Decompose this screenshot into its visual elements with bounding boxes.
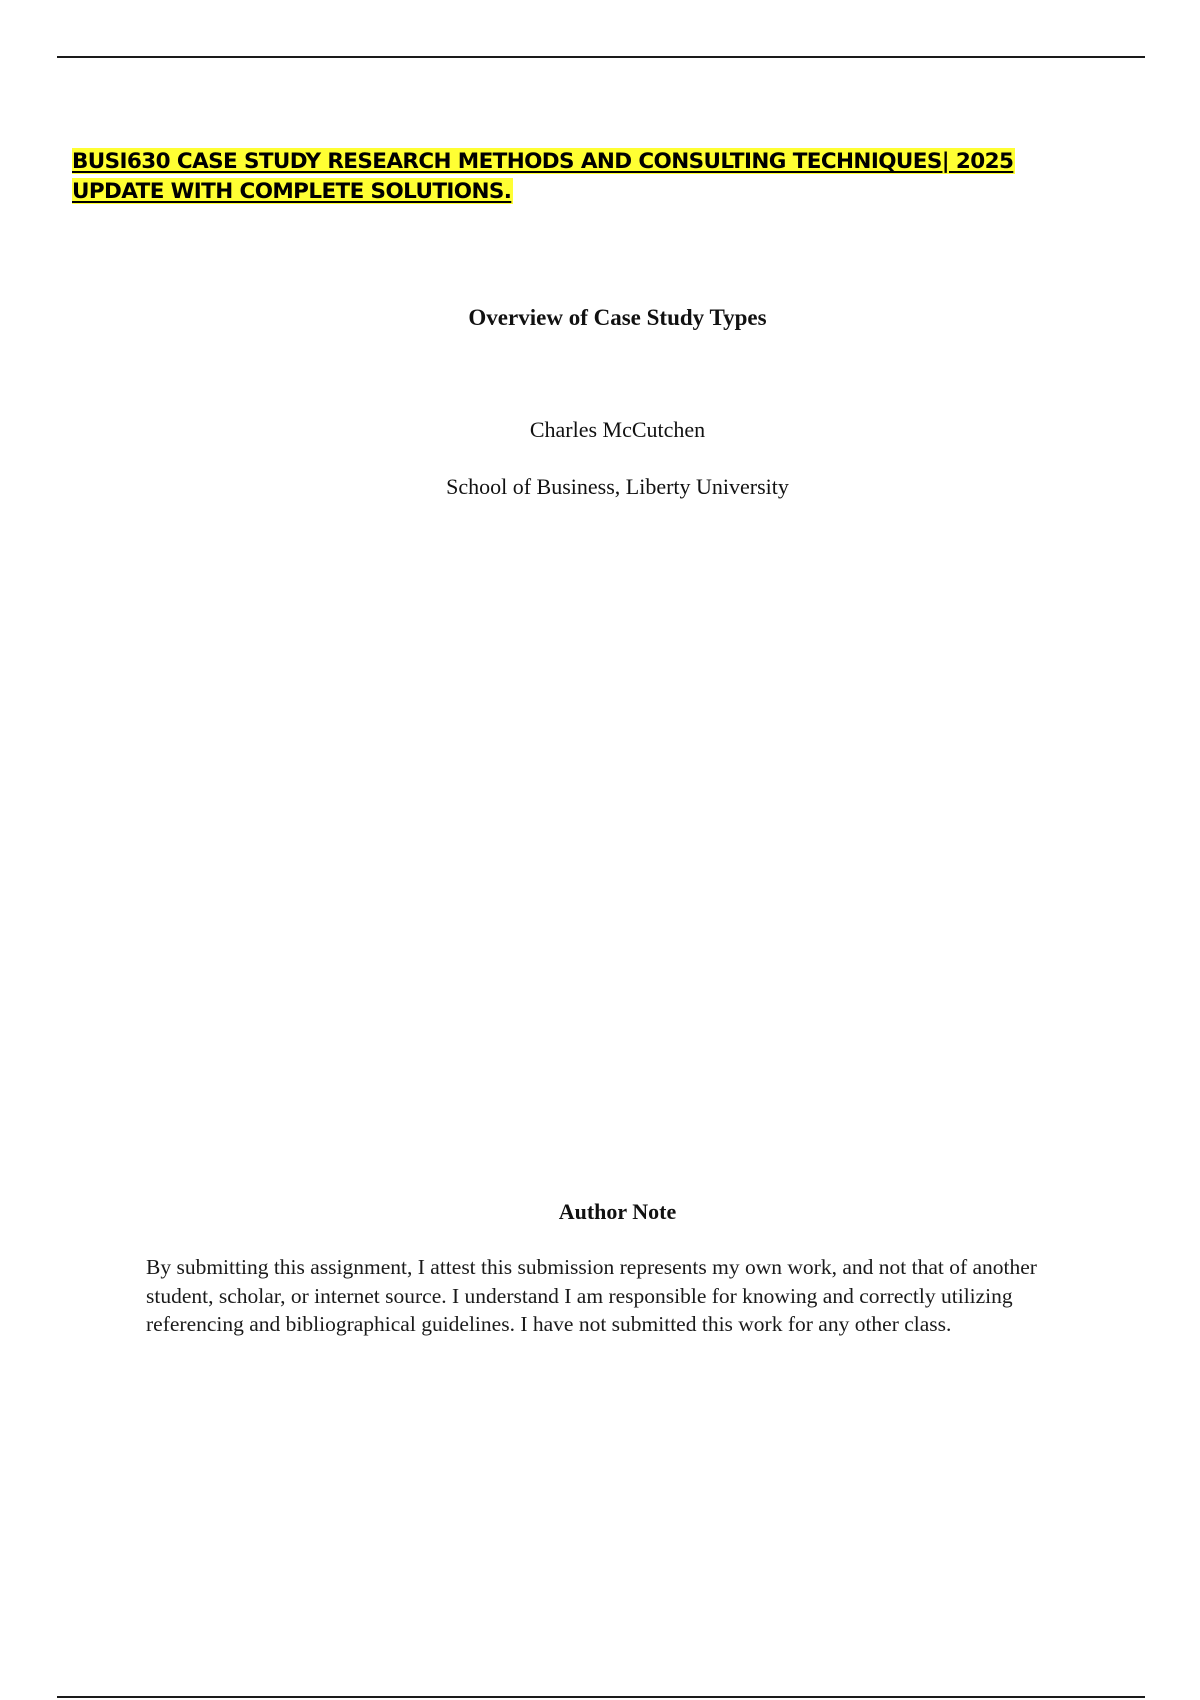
top-rule	[57, 56, 1145, 58]
author-note-heading: Author Note	[558, 1199, 677, 1224]
bottom-rule	[57, 1696, 1145, 1698]
paper-title: Overview of Case Study Types	[468, 305, 767, 330]
banner-title-text: BUSI630 CASE STUDY RESEARCH METHODS AND CONSULTING TECHNIQUES| 2025 UPDATE WITH COMPLETE SOLUTIONS.	[72, 149, 1014, 204]
author-note-text: By submitting this assignment, I attest this submission represents my own work, and not that of another student, scholar, or internet source. I understand I am responsible for knowing and correctly utilizing referencing and bibliographical guidelines. I have not submitted this work for any other class.	[146, 1255, 1037, 1336]
document-banner-title	[72, 147, 1082, 207]
author-name: Charles McCutchen	[529, 417, 706, 442]
author-affiliation: School of Business, Liberty University	[446, 474, 789, 499]
